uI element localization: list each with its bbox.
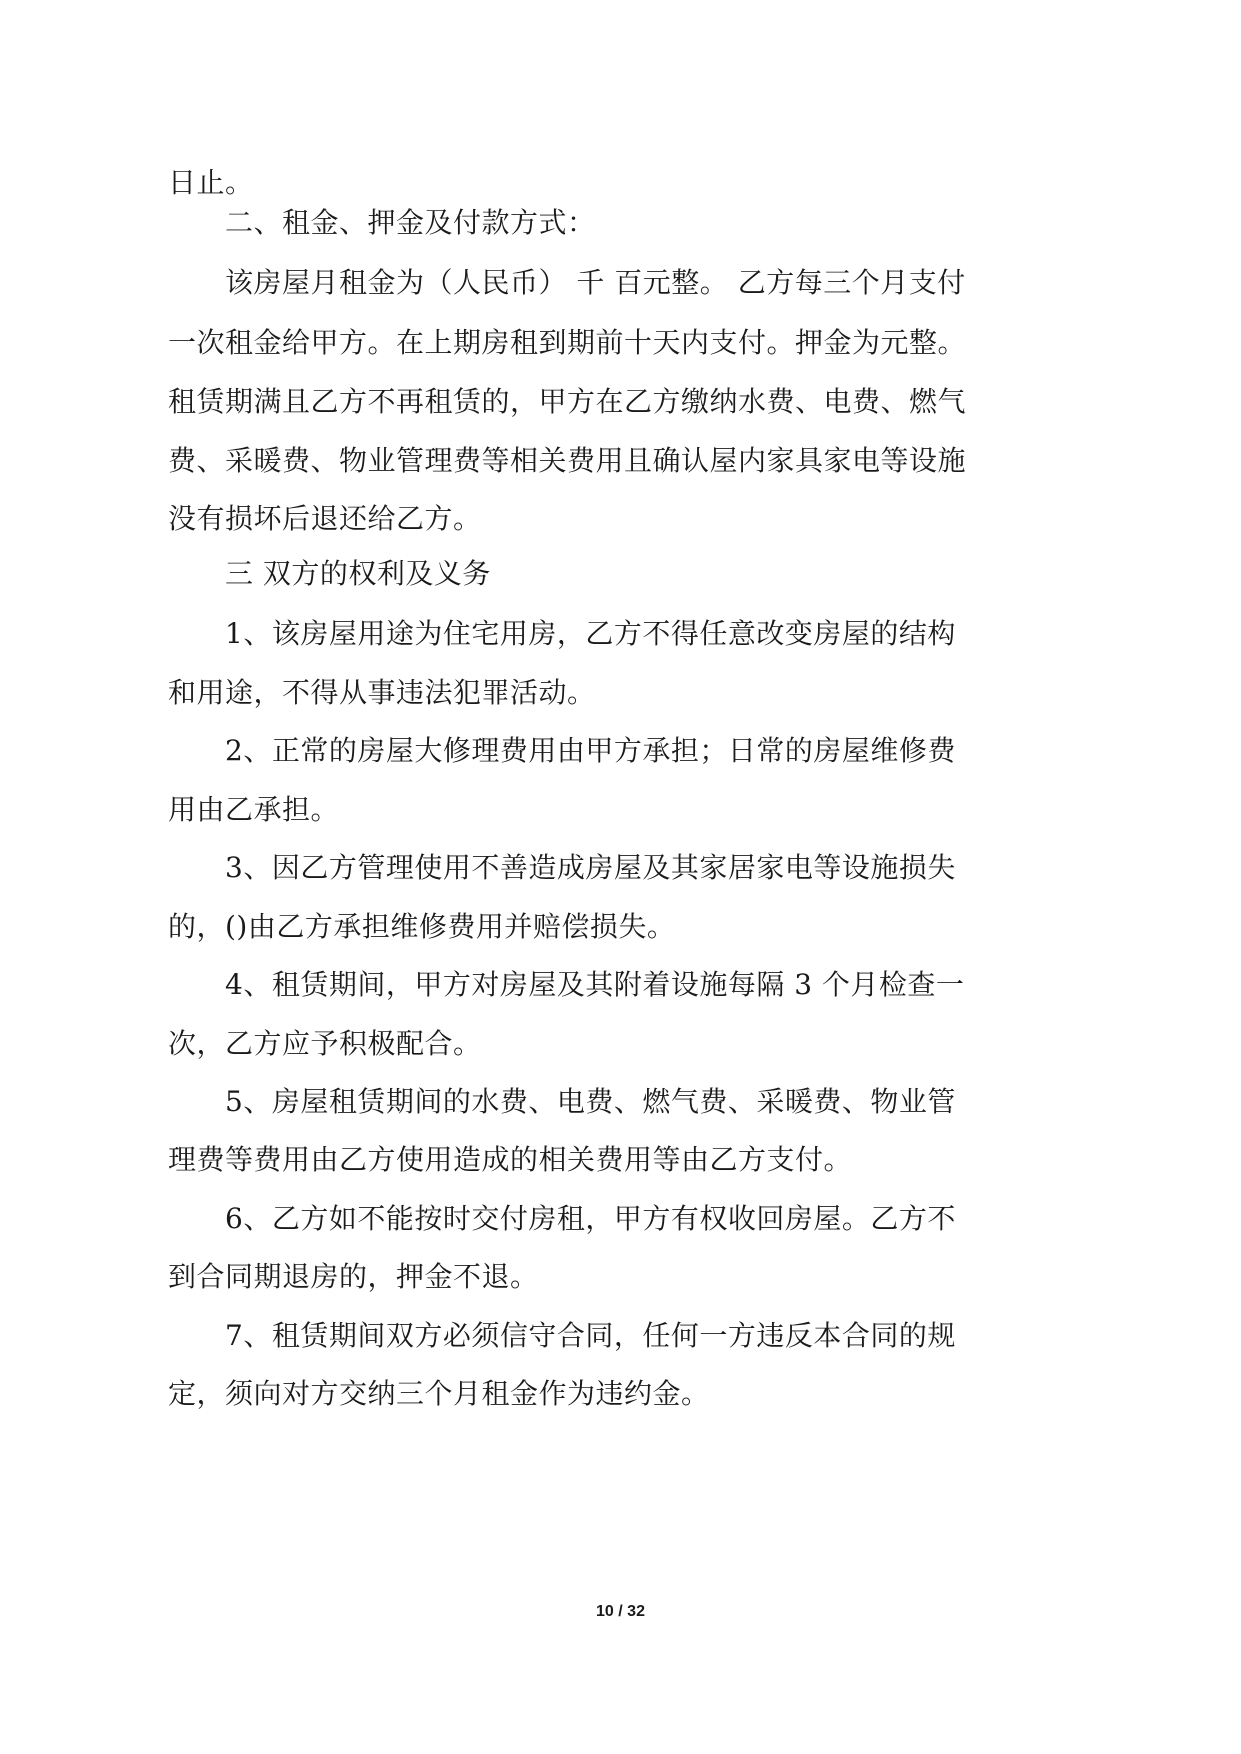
document-page: 日止。 二、租金、押金及付款方式： 该房屋月租金为（人民币） 千 百元整。 乙方每三个月支付 一次租金给甲方。在上期房租到期前十天内支付。押金为元整。 租赁期满且乙方不再租赁的，甲方在乙方缴纳水费、电费、燃气 费、采暖费、物业管理费等相关费用且确认屋内家具家电等设施 没有损坏后退还给乙方。 三 双方的权利及义务 1、该房屋用途为住宅用房，乙方不得任意改变房屋的结构 和用途，不得从事违法犯罪活动。 2、正常的房屋大修理费用由甲方承担；日常的房屋维修费 用由乙承担。 3、因乙方管理使用不善造成房屋及其家居家电等设施损失 的，()由乙方承担维修费用并赔偿损失。 4、租赁期间，甲方对房屋及其附着设施每隔 3 个月检查一 次，乙方应予积极配合。 5、房屋租赁期间的水费、电费、燃气费、采暖费、物业管 理费等费用由乙方使用造成的相关费用等由乙方支付。 6、乙方如不能按时交付房租，甲方有权收回房屋。乙方不 到合同期退房的，押金不退。 7、租赁期间双方必须信守合同，任何一方违反本合同的规 定，须向对方交纳三个月租金作为违约金。 10 / 32: [0, 0, 1241, 1754]
page-number: 10 / 32: [596, 1603, 645, 1620]
